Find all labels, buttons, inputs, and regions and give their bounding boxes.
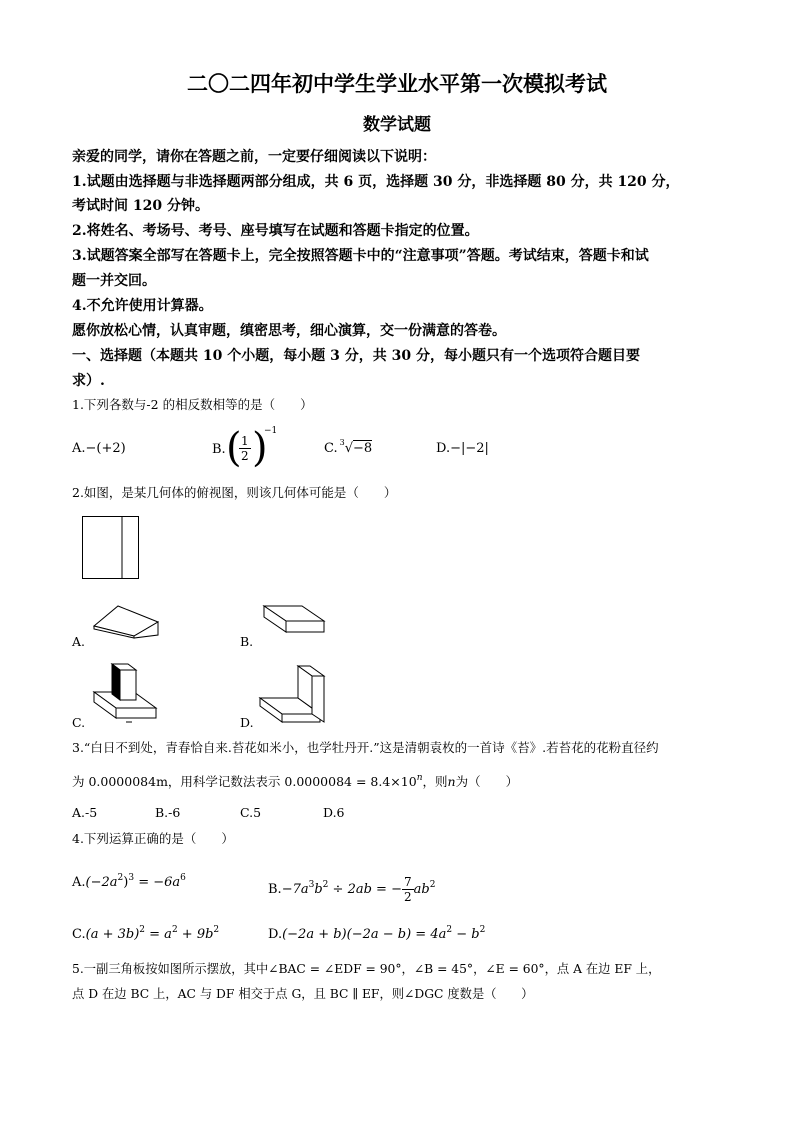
option-c-lhs: (a + 3b) bbox=[85, 927, 140, 942]
section-1-heading-line-2: 求）. bbox=[72, 373, 105, 389]
q3-line-2-post: 为（ ） bbox=[455, 774, 519, 789]
option-a-close: ) bbox=[123, 875, 129, 890]
option-d-rhs: − b bbox=[452, 927, 480, 942]
fraction-numerator: 7 bbox=[403, 875, 412, 889]
option-c-label: C. bbox=[324, 441, 338, 456]
option-d-exp-1: 2 bbox=[446, 925, 453, 935]
question-2-option-a-label: A. bbox=[72, 634, 86, 649]
option-b-operator: ÷ 2ab = − bbox=[328, 882, 402, 897]
rule-1-line-1: 1.试题由选择题与非选择题两部分组成，共 6 页，选择题 30 分，非选择题 80 分，共 120 分， bbox=[72, 174, 680, 190]
question-5-line-2: 点 D 在边 BC 上，AC 与 DF 相交于点 G，且 BC ∥ EF，则∠DGC 度数是（ ） bbox=[72, 987, 534, 1001]
question-3-line-1: 3.“白日不到处，青春恰自来.苔花如米小，也学牡丹开.”这是清朝袁枚的一首诗《苔》.若苔花的花粉直径约 bbox=[72, 740, 659, 755]
flat-box-figure bbox=[258, 604, 328, 640]
rule-4: 4.不允许使用计算器。 bbox=[72, 298, 213, 314]
rule-1-line-2: 考试时间 120 分钟。 bbox=[72, 198, 209, 214]
option-a-expression: −(+2) bbox=[85, 441, 126, 456]
question-4-option-c bbox=[72, 927, 219, 942]
option-d-label: D. bbox=[436, 441, 451, 456]
question-3-line-2 bbox=[72, 773, 518, 791]
option-c-exp-2: 2 bbox=[171, 925, 178, 935]
question-1-option-c bbox=[324, 438, 373, 456]
q3-variable: n bbox=[447, 774, 456, 789]
option-b-exponent: −1 bbox=[264, 426, 278, 436]
intro-greeting: 亲爱的同学，请你在答题之前，一定要仔细阅读以下说明： bbox=[72, 149, 436, 165]
option-a-rhs: = −6a bbox=[134, 875, 181, 890]
fraction-numerator: 1 bbox=[241, 434, 249, 448]
option-a-base: (−2a bbox=[85, 875, 118, 890]
top-view-figure bbox=[82, 516, 140, 580]
rule-3-line-1: 3.试题答案全部写在答题卡上，完全按照答题卡中的“注意事项”答题。考试结束，答题卡和试 bbox=[72, 248, 649, 264]
rule-3-line-2: 题一并交回。 bbox=[72, 273, 156, 289]
question-1-option-a bbox=[72, 441, 126, 456]
option-a-outer-exponent: 3 bbox=[128, 873, 135, 883]
wedge-solid-figure bbox=[90, 604, 162, 640]
section-1-heading-line-1: 一、选择题（本题共 10 个小题，每小题 3 分，共 30 分，每小题只有一个选项符合题目要 bbox=[72, 348, 640, 364]
question-1-option-d bbox=[436, 441, 489, 456]
exam-title: 二〇二四年初中学生学业水平第一次模拟考试 bbox=[187, 71, 607, 96]
radicand: −8 bbox=[353, 441, 373, 456]
rule-2: 2.将姓名、考场号、考号、座号填写在试题和答题卡指定的位置。 bbox=[72, 223, 479, 239]
option-b-rhs-exponent: 2 bbox=[429, 880, 436, 890]
fraction-denominator: 2 bbox=[241, 449, 249, 463]
option-a-label: A. bbox=[72, 441, 86, 456]
option-c-mid: = a bbox=[145, 927, 172, 942]
question-3-option-a: A.-5 bbox=[72, 805, 98, 820]
option-c-rhs: + 9b bbox=[177, 927, 214, 942]
option-b-rhs: ab bbox=[413, 882, 430, 897]
option-d-label: D. bbox=[268, 927, 283, 942]
question-4-option-d bbox=[268, 927, 485, 942]
question-2-stem: 2.如图，是某几何体的俯视图，则该几何体可能是（ ） bbox=[72, 485, 397, 500]
option-c-exp-1: 2 bbox=[139, 925, 146, 935]
question-1-stem: 1.下列各数与-2 的相反数相等的是（ ） bbox=[72, 397, 313, 412]
fraction-denominator: 2 bbox=[403, 890, 412, 904]
question-2-option-c-label: C. bbox=[72, 715, 86, 730]
question-3-option-c: C.5 bbox=[240, 805, 262, 820]
question-4-option-a bbox=[72, 875, 186, 890]
option-b-exp-1: 3 bbox=[308, 880, 315, 890]
radical-sign: √ bbox=[344, 441, 354, 456]
q3-line-2-pre: 为 0.0000084m，用科学记数法表示 0.0000084 = 8.4×10 bbox=[72, 774, 417, 789]
option-b-fraction bbox=[239, 434, 251, 463]
option-b-lhs: −7a bbox=[281, 882, 309, 897]
option-c-exp-3: 2 bbox=[213, 925, 220, 935]
question-3-option-b: B.-6 bbox=[155, 805, 181, 820]
option-d-expression: −|−2| bbox=[450, 441, 489, 456]
option-c-label: C. bbox=[72, 927, 86, 942]
exam-subtitle: 数学试题 bbox=[363, 115, 431, 135]
question-2-option-b-label: B. bbox=[240, 634, 254, 649]
option-b-exp-2: 2 bbox=[322, 880, 329, 890]
l-shaped-solid-figure bbox=[258, 664, 330, 726]
option-a-inner-exponent: 2 bbox=[117, 873, 124, 883]
question-5-line-1: 5.一副三角板按如图所示摆放，其中∠BAC = ∠EDF = 90°，∠B = 45°，∠E = 60°，点 A 在边 EF 上， bbox=[72, 962, 661, 976]
question-4-option-b bbox=[268, 875, 435, 904]
option-b-fraction bbox=[402, 875, 414, 904]
option-a-label: A. bbox=[72, 875, 86, 890]
question-3-option-d: D.6 bbox=[323, 805, 345, 820]
root-index: 3 bbox=[339, 438, 345, 447]
option-b-label: B. bbox=[268, 882, 282, 897]
q3-line-2-mid: ，则 bbox=[422, 774, 448, 789]
option-a-rhs-exponent: 6 bbox=[180, 873, 186, 883]
q3-exponent: n bbox=[416, 773, 423, 783]
block-on-base-figure bbox=[90, 662, 162, 728]
option-b-label: B. bbox=[212, 442, 226, 457]
question-2-option-d-label: D. bbox=[240, 715, 254, 730]
option-d-lhs: (−2a + b)(−2a − b) = 4a bbox=[282, 927, 447, 942]
intro-wish: 愿你放松心情，认真审题，缜密思考，细心演算，交一份满意的答卷。 bbox=[72, 323, 506, 339]
option-d-exp-2: 2 bbox=[479, 925, 486, 935]
right-paren: ) bbox=[252, 425, 268, 471]
question-4-stem: 4.下列运算正确的是（ ） bbox=[72, 831, 234, 846]
option-b-mid: b bbox=[314, 882, 323, 897]
left-paren: ( bbox=[226, 425, 242, 471]
